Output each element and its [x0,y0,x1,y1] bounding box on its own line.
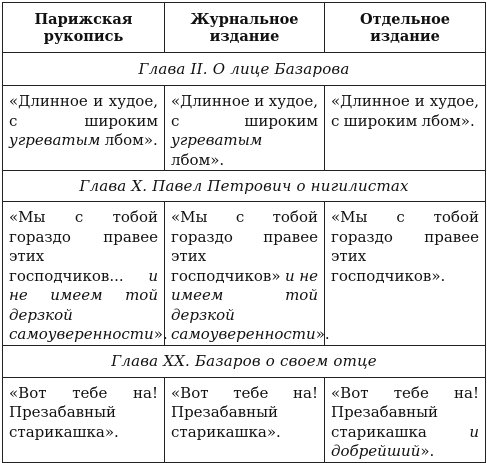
header-separate-edition [325,3,486,53]
quote-row [3,377,486,462]
quote-text: «Мы с тобой гораздо правее этих господчиков». [331,208,479,285]
quote-row [3,202,486,346]
quote-cell [325,202,486,346]
header-paris-line1: Парижская [34,10,133,28]
quote-text: «Длинное и худое, с широким [9,92,158,130]
quote-text: «Вот тебе на! Презабавный старикашка [331,383,479,441]
quote-cell [3,377,165,462]
header-separate-line1: Отдельное [359,10,451,28]
header-journal-line1: Журнальное [190,10,299,28]
quote-text: ». [315,325,330,343]
quote-cell [165,86,325,171]
chapter-row [3,171,486,202]
quote-cell [325,377,486,462]
header-paris-line2: рукопись [43,27,124,45]
header-journal-edition [165,3,325,53]
quote-text: ». [420,442,435,460]
chapter-row [3,345,486,377]
header-paris-manuscript [3,3,165,53]
italic-text: угреватым [9,131,101,149]
quote-cell [3,86,165,171]
quote-text: ». [153,325,168,343]
chapter-row [3,53,486,86]
italic-text: угреватым [171,131,263,149]
quote-text: «Вот тебе на! Презабавный старикашка». [171,383,318,441]
italic-text: и не имеем той дерзкой самоуверенности [9,266,158,343]
quote-text: «Длинное и худое, с широким [171,92,318,130]
quote-text: лбом». [171,150,225,169]
quote-cell [165,377,325,462]
quote-cell [325,86,486,171]
quote-row [3,86,486,171]
quote-text: лбом». [100,131,158,149]
header-row [3,3,486,53]
italic-text: и не имеем той дерзкой самоуверенности [171,266,319,343]
quote-text: «Длинное и худое, с широким лбом». [331,92,479,130]
chapter-heading: Глава XX. Базаров о своем отце [3,345,486,377]
italic-text: и добрейший [331,422,479,460]
quote-cell [165,202,330,346]
chapter-heading: Глава X. Павел Петрович о нигилистах [3,171,486,202]
comparison-table [2,2,486,463]
header-separate-line2: издание [370,27,440,45]
quote-text: «Мы с тобой гораздо правее этих господчиков... [9,208,158,285]
quote-text: «Вот тебе на! Презабавный старикашка». [9,383,158,441]
header-journal-line2: издание [209,27,280,45]
chapter-heading: Глава II. О лице Базарова [3,53,486,86]
quote-cell [3,202,168,346]
quote-text: «Мы с тобой гораздо правее этих господчиков» [171,208,318,285]
